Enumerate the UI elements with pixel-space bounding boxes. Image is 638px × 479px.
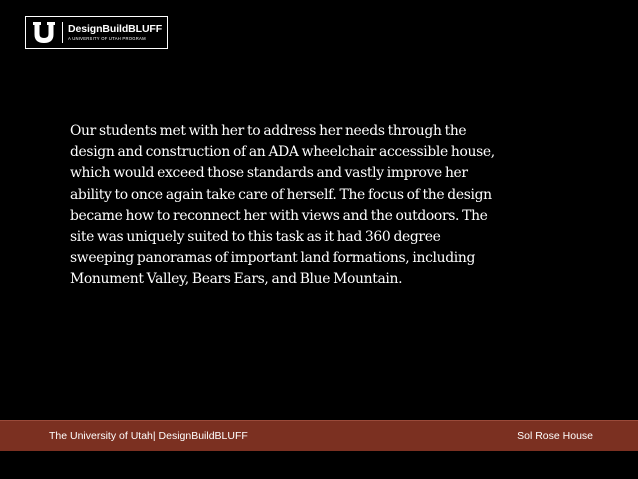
body-line: sweeping panoramas of important land formations, including <box>70 250 475 267</box>
logo-text <box>68 24 162 41</box>
logo-subtitle: A UNIVERSITY OF UTAH PROGRAM <box>68 35 146 41</box>
logo-divider <box>62 22 63 43</box>
footer-slide-title: Sol Rose House <box>517 430 593 442</box>
body-line: ability to once again take care of herself. The focus of the design <box>70 186 492 203</box>
designbuildbluff-logo <box>25 16 168 49</box>
slide-body-text <box>70 121 570 291</box>
body-line: design and construction of an ADA wheelchair accessible house, <box>70 144 495 161</box>
university-of-utah-u-icon <box>30 20 58 45</box>
body-line: which would exceed those standards and vastly improve her <box>70 165 468 182</box>
body-line: Monument Valley, Bears Ears, and Blue Mountain. <box>70 271 403 288</box>
body-line: site was uniquely suited to this task as it had 360 degree <box>70 229 441 246</box>
body-line: became how to reconnect her with views and the outdoors. The <box>70 207 488 224</box>
footer-bar <box>0 420 638 451</box>
body-line: Our students met with her to address her needs through the <box>70 123 467 139</box>
footer-left-text: The University of Utah| DesignBuildBLUFF <box>49 430 248 442</box>
logo-name: DesignBuildBLUFF <box>68 23 163 36</box>
